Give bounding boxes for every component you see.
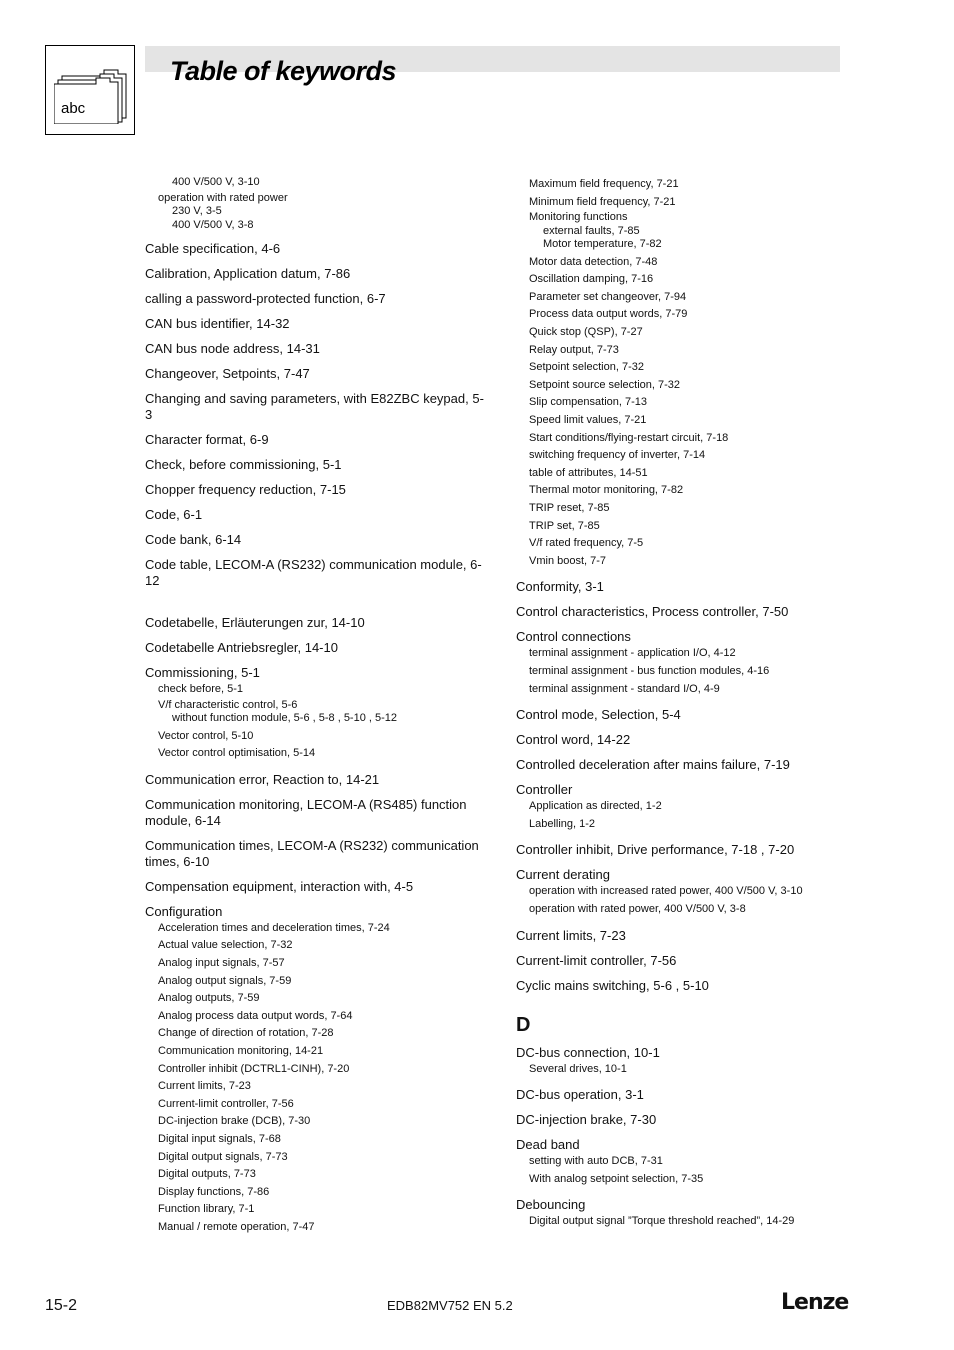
brand-logo: Lenze	[781, 1290, 849, 1315]
index-subentry: Relay output, 7-73	[529, 343, 619, 356]
index-subentry: Display functions, 7-86	[158, 1185, 270, 1198]
index-subsubentry: Motor temperature, 7-82	[543, 238, 662, 251]
index-subentry: operation with increased rated power, 400 V/500 V, 3-10	[529, 885, 803, 898]
index-subentry: Vector control optimisation, 5-14	[158, 747, 316, 760]
index-subentry: Slip compensation, 7-13	[529, 396, 648, 409]
index-subentry: Vector control, 5-10	[158, 729, 254, 742]
index-subentry: operation with rated power	[158, 191, 288, 204]
index-entry: Current limits, 7-23	[516, 927, 626, 943]
index-entry: Compensation equipment, interaction with, 4-5	[145, 878, 414, 894]
index-entry: Cable specification, 4-6	[145, 241, 281, 256]
index-column-left	[145, 176, 485, 1236]
document-id: EDB82MV752 EN 5.2	[387, 1298, 513, 1313]
index-subentry: table of attributes, 14-51	[529, 466, 648, 479]
index-subentry: Controller inhibit (DCTRL1-CINH), 7-20	[158, 1062, 350, 1075]
index-subentry: Monitoring functions	[529, 211, 628, 224]
index-subentry: Digital output signal ”Torque threshold reached”, 14-29	[529, 1215, 795, 1228]
index-entry: Control connections	[516, 629, 631, 645]
index-subentry: setting with auto DCB, 7-31	[529, 1155, 663, 1168]
index-entry: Conformity, 3-1	[516, 579, 604, 595]
index-subentry: Change of direction of rotation, 7-28	[158, 1027, 334, 1040]
index-entry: Code, 6-1	[145, 507, 203, 522]
index-entry: Code table, LECOM-A (RS232) communication module, 6-12	[145, 557, 482, 588]
index-entry: Commissioning, 5-1	[145, 665, 260, 680]
index-subentry: Vmin boost, 7-7	[529, 554, 607, 567]
index-subentry: Current limits, 7-23	[158, 1080, 251, 1093]
index-subentry: Communication monitoring, 14-21	[158, 1044, 324, 1057]
index-entry: Cyclic mains switching, 5-6 , 5-10	[516, 977, 709, 993]
index-column-right	[516, 176, 846, 1231]
index-entry: Control characteristics, Process controller, 7-50	[516, 604, 789, 620]
index-entry: Communication times, LECOM-A (RS232) communication times, 6-10	[145, 837, 479, 869]
index-entry: Changeover, Setpoints, 7-47	[145, 366, 310, 381]
index-subentry: Motor data detection, 7-48	[529, 255, 658, 268]
index-subentry: Parameter set changeover, 7-94	[529, 290, 687, 303]
index-subentry: Speed limit values, 7-21	[529, 414, 647, 427]
index-subentry: Analog input signals, 7-57	[158, 956, 285, 969]
index-entry: Control word, 14-22	[516, 732, 631, 748]
index-subentry: terminal assignment - standard I/O, 4-9	[529, 682, 720, 695]
index-subentry: TRIP set, 7-85	[529, 519, 600, 532]
index-subentry: Setpoint source selection, 7-32	[529, 378, 681, 391]
index-subentry: V/f characteristic control, 5-6	[158, 698, 298, 711]
index-subentry: Oscillation damping, 7-16	[529, 273, 654, 286]
index-subentry: terminal assignment - bus function modules, 4-16	[529, 664, 770, 677]
index-entry: Codetabelle Antriebsregler, 14-10	[145, 640, 338, 655]
index-entry: Controller inhibit, Drive performance, 7-18 , 7-20	[516, 842, 795, 858]
index-subentry: Acceleration times and deceleration times, 7-24	[158, 921, 390, 934]
index-entry: Calibration, Application datum, 7-86	[145, 266, 351, 281]
index-subentry: Function library, 7-1	[158, 1203, 255, 1216]
index-subentry: Quick stop (QSP), 7-27	[529, 326, 643, 339]
index-subentry: Labelling, 1-2	[529, 817, 596, 830]
index-entry: DC-injection brake, 7-30	[516, 1112, 657, 1128]
index-subentry: V/f rated frequency, 7-5	[529, 537, 644, 550]
index-subentry: TRIP reset, 7-85	[529, 502, 610, 514]
index-entry: CAN bus identifier, 14-32	[145, 316, 290, 331]
index-entry: CAN bus node address, 14-31	[145, 341, 320, 356]
index-subentry: Actual value selection, 7-32	[158, 939, 293, 952]
index-subentry: check before, 5-1	[158, 683, 243, 695]
index-subentry: With analog setpoint selection, 7-35	[529, 1172, 704, 1185]
index-entry: calling a password-protected function, 6-7	[145, 291, 386, 306]
index-subentry: operation with rated power, 400 V/500 V, 3-8	[529, 902, 746, 915]
index-subentry: Analog outputs, 7-59	[158, 992, 260, 1005]
index-entry: Control mode, Selection, 5-4	[516, 707, 681, 723]
index-subentry: Setpoint selection, 7-32	[529, 361, 644, 374]
index-subsubentry: 400 V/500 V, 3-10	[172, 176, 260, 188]
index-entry: Communication monitoring, LECOM-A (RS485) function module, 6-14	[145, 796, 467, 828]
index-subentry: Application as directed, 1-2	[529, 800, 662, 813]
index-subentry: Maximum field frequency, 7-21	[529, 178, 679, 190]
index-subsubentry: 400 V/500 V, 3-8	[172, 218, 254, 231]
index-subentry: Analog output signals, 7-59	[158, 974, 292, 987]
index-entry: Codetabelle, Erläuterungen zur, 14-10	[145, 615, 365, 630]
index-entry: Chopper frequency reduction, 7-15	[145, 482, 346, 497]
index-entry: Debouncing	[516, 1197, 586, 1213]
index-subentry: Digital outputs, 7-73	[158, 1168, 256, 1181]
index-entry: Controller	[516, 782, 573, 798]
section-letter: D	[516, 1013, 531, 1036]
index-subsubentry: 230 V, 3-5	[172, 205, 222, 217]
index-subentry: DC-injection brake (DCB), 7-30	[158, 1115, 311, 1128]
index-entry: Check, before commissioning, 5-1	[145, 457, 342, 472]
index-subentry: Process data output words, 7-79	[529, 308, 688, 321]
index-subentry: Digital input signals, 7-68	[158, 1132, 281, 1145]
index-subentry: Digital output signals, 7-73	[158, 1150, 288, 1163]
index-subentry: Start conditions/flying-restart circuit, 7-18	[529, 431, 729, 444]
index-entry: Communication error, Reaction to, 14-21	[145, 771, 380, 787]
index-subentry: Thermal motor monitoring, 7-82	[529, 484, 684, 497]
index-subentry: terminal assignment - application I/O, 4-12	[529, 647, 736, 660]
index-entry: DC-bus connection, 10-1	[516, 1044, 660, 1060]
index-entry: Changing and saving parameters, with E82ZBC keypad, 5-3	[145, 391, 484, 422]
index-entry: Dead band	[516, 1137, 580, 1153]
icon-label: abc	[61, 100, 86, 117]
index-entry: DC-bus operation, 3-1	[516, 1087, 644, 1103]
page-number: 15-2	[45, 1297, 78, 1314]
index-entry: Current-limit controller, 7-56	[516, 952, 677, 968]
index-entry: Current derating	[516, 867, 610, 883]
index-subsubentry: external faults, 7-85	[543, 224, 640, 237]
page-title: Table of keywords	[170, 56, 397, 86]
index-subentry: Current-limit controller, 7-56	[158, 1097, 294, 1110]
index-subsubentry: without function module, 5-6 , 5-8 , 5-10 , 5-12	[172, 712, 398, 725]
index-subentry: Minimum field frequency, 7-21	[529, 195, 676, 208]
index-entry: Configuration	[145, 903, 223, 919]
index-entry: Controlled deceleration after mains failure, 7-19	[516, 757, 790, 773]
chapter-icon-box	[45, 45, 135, 135]
index-subentry: Several drives, 10-1	[529, 1062, 627, 1075]
index-entry: Character format, 6-9	[145, 432, 269, 447]
index-subentry: switching frequency of inverter, 7-14	[529, 449, 706, 462]
index-subentry: Manual / remote operation, 7-47	[158, 1220, 315, 1233]
index-entry: Code bank, 6-14	[145, 532, 242, 547]
index-subentry: Analog process data output words, 7-64	[158, 1009, 353, 1022]
